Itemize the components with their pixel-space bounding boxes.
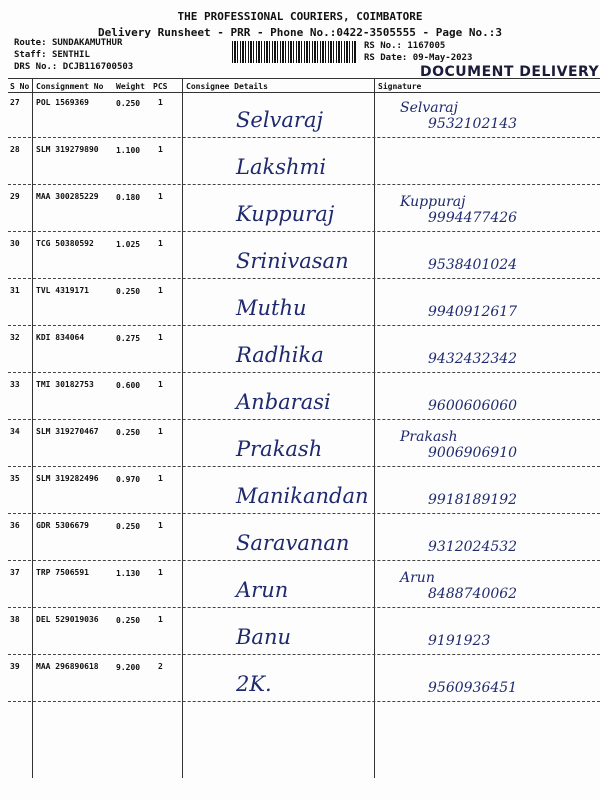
row-sno: 33 [10, 380, 20, 389]
table-top-border [8, 78, 600, 79]
row-sno: 28 [10, 145, 20, 154]
row-pcs: 1 [158, 568, 163, 577]
row-pcs: 1 [158, 192, 163, 201]
row-separator [8, 419, 600, 420]
row-separator [8, 325, 600, 326]
row-weight: 1.025 [116, 240, 141, 249]
row-sno: 31 [10, 286, 20, 295]
row-signature: Arun [400, 570, 435, 586]
row-consignment-no: TMI 30182753 [36, 380, 94, 389]
row-phone: 9532102143 [428, 116, 518, 132]
row-consignee-name: Manikandan [236, 484, 369, 508]
row-consignment-no: TVL 4319171 [36, 286, 89, 295]
row-pcs: 2 [158, 662, 163, 671]
row-consignment-no: MAA 296890618 [36, 662, 99, 671]
row-signature: Prakash [400, 429, 458, 445]
row-consignee-name: Kuppuraj [236, 202, 335, 226]
row-weight: 0.250 [116, 287, 141, 296]
row-consignment-no: KDI 834064 [36, 333, 85, 342]
row-phone: 9432432342 [428, 351, 518, 367]
row-pcs: 1 [158, 145, 163, 154]
row-pcs: 1 [158, 239, 163, 248]
row-separator [8, 372, 600, 373]
row-consignee-name: Muthu [236, 296, 307, 320]
barcode [232, 41, 356, 63]
row-phone: 9191923 [428, 633, 491, 649]
row-separator [8, 137, 600, 138]
row-consignment-no: DEL 529019036 [36, 615, 99, 624]
header-bottom-border [8, 92, 600, 93]
drs-value: DCJB116700503 [62, 62, 134, 72]
row-phone: 9560936451 [428, 680, 518, 696]
row-sno: 35 [10, 474, 20, 483]
row-consignee-name: Prakash [236, 437, 323, 461]
col-header-consignee: Consignee Details [186, 82, 268, 91]
rs-date-line [364, 53, 472, 63]
row-phone: 8488740062 [428, 586, 518, 602]
row-weight: 0.250 [116, 522, 141, 531]
row-signature: Kuppuraj [400, 194, 466, 210]
col-header-sno: S No [10, 82, 30, 91]
row-consignment-no: TCG 50380592 [36, 239, 94, 248]
row-weight: 0.250 [116, 428, 141, 437]
row-consignee-name: Arun [236, 578, 289, 602]
row-sno: 34 [10, 427, 20, 436]
col-header-signature: Signature [378, 82, 422, 91]
row-weight: 1.100 [116, 146, 141, 155]
col-header-pcs: PCS [153, 82, 168, 91]
row-consignee-name: Srinivasan [236, 249, 349, 273]
staff-label: Staff: [14, 50, 47, 60]
row-weight: 0.970 [116, 475, 141, 484]
drs-line [14, 62, 133, 72]
row-pcs: 1 [158, 98, 163, 107]
row-sno: 32 [10, 333, 20, 342]
col-divider [374, 78, 375, 778]
row-pcs: 1 [158, 521, 163, 530]
row-separator [8, 654, 600, 655]
row-sno: 38 [10, 615, 20, 624]
row-sno: 36 [10, 521, 20, 530]
row-consignment-no: TRP 7506591 [36, 568, 89, 577]
route-line [14, 38, 122, 48]
runsheet-table [8, 78, 600, 778]
row-phone: 9600606060 [428, 398, 518, 414]
row-consignee-name: Selvaraj [236, 108, 323, 132]
row-weight: 0.275 [116, 334, 141, 343]
staff-line [14, 50, 90, 60]
row-separator [8, 560, 600, 561]
row-consignment-no: SLM 319279890 [36, 145, 99, 154]
row-signature: Selvaraj [400, 100, 458, 116]
row-pcs: 1 [158, 286, 163, 295]
col-header-weight: Weight [116, 82, 145, 91]
rs-no-line [364, 41, 445, 51]
row-separator [8, 231, 600, 232]
row-pcs: 1 [158, 427, 163, 436]
row-pcs: 1 [158, 615, 163, 624]
row-consignee-name: 2K. [236, 672, 272, 696]
row-sno: 29 [10, 192, 20, 201]
row-pcs: 1 [158, 474, 163, 483]
runsheet-subtitle: Delivery Runsheet - PRR - Phone No.:0422-3505555 - Page No.:3 [98, 26, 502, 39]
row-sno: 30 [10, 239, 20, 248]
row-weight: 0.250 [116, 616, 141, 625]
row-weight: 0.250 [116, 99, 141, 108]
row-pcs: 1 [158, 380, 163, 389]
rs-date-value: 09-May-2023 [412, 53, 473, 63]
row-weight: 9.200 [116, 663, 141, 672]
row-consignee-name: Lakshmi [236, 155, 327, 179]
row-phone: 9312024532 [428, 539, 518, 555]
row-separator [8, 184, 600, 185]
row-separator [8, 278, 600, 279]
row-consignment-no: SLM 319270467 [36, 427, 99, 436]
row-weight: 0.180 [116, 193, 141, 202]
row-sno: 27 [10, 98, 20, 107]
row-separator [8, 513, 600, 514]
col-divider [182, 78, 183, 778]
row-separator [8, 607, 600, 608]
row-consignment-no: POL 1569369 [36, 98, 89, 107]
row-sno: 39 [10, 662, 20, 671]
route-label: Route: [14, 38, 47, 48]
document-delivery-stamp: DOCUMENT DELIVERY [420, 64, 600, 80]
row-consignee-name: Saravanan [236, 531, 350, 555]
row-consignee-name: Anbarasi [236, 390, 331, 414]
row-consignee-name: Radhika [236, 343, 324, 367]
rs-no-label: RS No.: [364, 41, 402, 51]
row-consignee-name: Banu [236, 625, 292, 649]
company-title: THE PROFESSIONAL COURIERS, COIMBATORE [177, 10, 423, 23]
row-consignment-no: MAA 300285229 [36, 192, 99, 201]
route-value: SUNDAKAMUTHUR [51, 38, 123, 48]
row-consignment-no: SLM 319282496 [36, 474, 99, 483]
row-weight: 1.130 [116, 569, 141, 578]
row-pcs: 1 [158, 333, 163, 342]
rs-date-label: RS Date: [364, 53, 408, 63]
row-phone: 9940912617 [428, 304, 518, 320]
row-phone: 9918189192 [428, 492, 518, 508]
row-phone: 9006906910 [428, 445, 518, 461]
row-consignment-no: GDR 5306679 [36, 521, 89, 530]
row-phone: 9538401024 [428, 257, 518, 273]
staff-value: SENTHIL [51, 50, 90, 60]
row-weight: 0.600 [116, 381, 141, 390]
drs-label: DRS No.: [14, 62, 58, 72]
col-divider [32, 78, 33, 778]
row-sno: 37 [10, 568, 20, 577]
rs-no-value: 1167005 [407, 41, 446, 51]
col-header-consignment: Consignment No [36, 82, 104, 91]
row-separator [8, 701, 600, 702]
row-phone: 9994477426 [428, 210, 518, 226]
row-separator [8, 466, 600, 467]
